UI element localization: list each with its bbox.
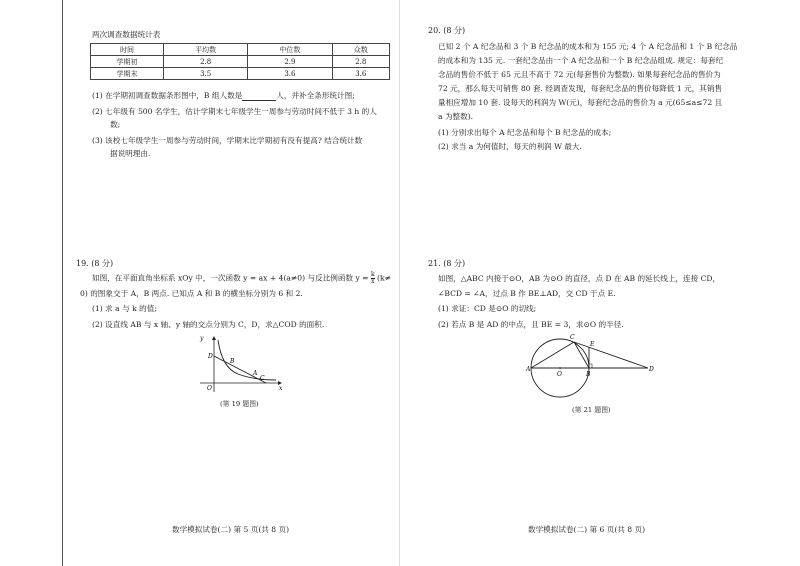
- table-cell: 2.8: [332, 56, 389, 68]
- table-header-cell: 中位数: [248, 44, 332, 56]
- q21-part2: (2) 若点 B 是 AD 的中点，且 BE = 3，求⊙O 的半径.: [438, 320, 624, 329]
- q20-line: a 为整数).: [438, 112, 474, 121]
- q19-number: 19. (8 分): [76, 259, 114, 268]
- q18-part3-line2: 据说明理由.: [110, 149, 151, 158]
- table-cell: 3.6: [248, 68, 332, 80]
- q18-part1: [92, 90, 355, 101]
- q20-line: 已知 2 个 A 纪念品和 3 个 B 纪念品的成本和为 155 元; 4 个 A 纪念品和 1 个 B 纪念品: [438, 42, 738, 51]
- right-page: [400, 0, 800, 566]
- q18-part2-line2: 数;: [110, 120, 121, 129]
- fraction-k-over-x: [371, 272, 375, 285]
- frac-denominator: x: [371, 278, 375, 285]
- q20-line: 的成本和为 135 元. 一套纪念品由一个 A 纪念品和一个 B 纪念品组成. 规定：每套纪: [438, 56, 724, 65]
- q21-line1: 如图，△ABC 内接于⊙O，AB 为⊙O 的直径，点 D 在 AB 的延长线上，连接 CD，: [438, 274, 721, 283]
- table-cell: 3.6: [332, 68, 389, 80]
- point-c-label: C: [260, 375, 265, 382]
- table-header-cell: 平均数: [164, 44, 248, 56]
- point-o-label: O: [557, 371, 562, 378]
- q19-intro-text: 如图，在平面直角坐标系 xOy 中，一次函数 y = ax + 4(a≠0) 与反比例函数 y =: [92, 273, 369, 283]
- table-row: [91, 68, 390, 80]
- point-e-label: E: [590, 341, 595, 348]
- q19-part1: (1) 求 a 与 k 的值;: [92, 304, 157, 313]
- q21-part1: (1) 求证：CD 是⊙O 的切线;: [438, 304, 537, 313]
- q19-intro-line1: [92, 272, 391, 285]
- q18-part1-pre: (1) 在学期初调查数据条形图中，B 组人数是: [92, 91, 243, 100]
- q19-figure: [198, 334, 284, 394]
- q20-part2: (2) 求当 a 为何值时，每天的利润 W 最大.: [438, 142, 582, 151]
- q20-line: 72 元，那么每天可销售 80 套. 经调查发现，每套纪念品的售价每降低 1 元，其销售: [438, 84, 723, 93]
- q19-caption: (第 19 题图): [220, 400, 259, 408]
- table-header-cell: 时间: [91, 44, 164, 56]
- q20-line: 念品的售价不低于 65 元且不高于 72 元(每套售价为整数). 如果每套纪念品的售价为: [438, 70, 721, 79]
- q20-line: 量相应增加 10 套. 设每天的利润为 W(元)，每套纪念品的售价为 a 元(65≤a≤72 且: [438, 98, 723, 107]
- q19-intro-line2: 0) 的图象交于 A，B 两点. 已知点 A 和 B 的横坐标分别为 6 和 2.: [80, 289, 303, 298]
- origin-label: O: [207, 385, 212, 392]
- table-row: [91, 56, 390, 68]
- q21-line2: ∠BCD = ∠A，过点 B 作 BE⊥AD，交 CD 于点 E.: [438, 289, 616, 298]
- point-d-label: D: [649, 366, 654, 373]
- y-axis-arrow: [212, 336, 216, 340]
- point-d-label: D: [208, 353, 213, 360]
- center-dot: [559, 367, 561, 369]
- right-angle-mark: [589, 364, 592, 368]
- point-b-label: B: [230, 358, 235, 365]
- table-header-row: [91, 44, 390, 56]
- table-header-cell: 众数: [332, 44, 389, 56]
- answer-blank: [242, 92, 276, 101]
- table-cell: 学期末: [91, 68, 164, 80]
- q19-part2: (2) 设直线 AB 与 x 轴、y 轴的交点分别为 C，D，求△COD 的面积.: [92, 320, 325, 329]
- x-axis-label: x: [279, 385, 283, 392]
- q18-part1-post: 人，并补全条形统计图;: [276, 91, 355, 100]
- table-cell: 2.9: [248, 56, 332, 68]
- right-footer: 数学模拟试卷(二) 第 6 页(共 8 页): [528, 525, 646, 534]
- y-axis-label: y: [200, 335, 204, 342]
- line-cd: [574, 342, 648, 368]
- q18-part3-line1: (3) 该校七年级学生一周参与劳动时间，学期末比学期初有没有提高? 结合统计数: [92, 136, 363, 145]
- q21-number: 21. (8 分): [428, 259, 466, 268]
- q21-figure: [526, 328, 660, 402]
- point-c-label: C: [570, 334, 575, 341]
- table-title: 两次调查数据统计表: [92, 30, 161, 39]
- q18-part2-line1: (2) 七年级有 500 名学生，估计学期末七年级学生一周参与劳动时间不低于 3 h 的人: [92, 107, 377, 116]
- q19-intro-cond: (k≠: [377, 273, 391, 283]
- stats-table: [90, 43, 390, 80]
- q21-caption: (第 21 题图): [572, 406, 611, 414]
- line-ab: [214, 356, 266, 383]
- table-cell: 学期初: [91, 56, 164, 68]
- q20-number: 20. (8 分): [428, 26, 466, 35]
- point-a-label: A: [253, 370, 258, 377]
- table-cell: 2.8: [164, 56, 248, 68]
- frac-numerator: k: [370, 271, 375, 278]
- line-ac: [531, 342, 574, 368]
- line-cb: [574, 342, 589, 368]
- point-a-label: A: [526, 366, 531, 373]
- left-footer: 数学模拟试卷(二) 第 5 页(共 8 页): [172, 525, 290, 534]
- hyperbola-curve: [218, 340, 276, 380]
- q20-part1: (1) 分别求出每个 A 纪念品和每个 B 纪念品的成本;: [438, 128, 612, 137]
- point-b-label: B: [586, 371, 591, 378]
- table-cell: 3.5: [164, 68, 248, 80]
